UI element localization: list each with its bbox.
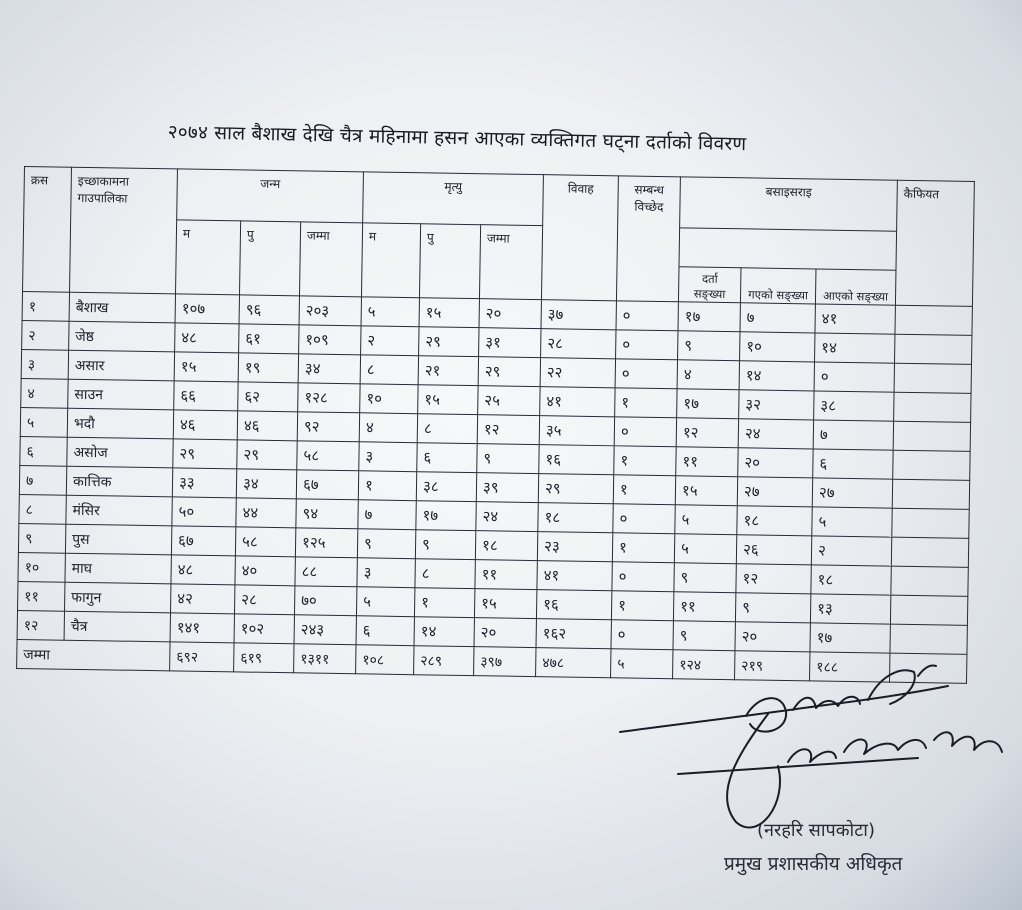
cell-b-f: १०७	[175, 294, 239, 324]
cell-b-f: १५	[174, 352, 238, 382]
row-month: फागुन	[65, 582, 171, 613]
cell-b-f: ४२	[170, 584, 234, 614]
row-month: चैत्र	[64, 611, 170, 642]
cell-divorce: ०	[613, 504, 675, 534]
row-serial: ५	[20, 407, 67, 437]
cell-marriage: २८	[541, 329, 616, 359]
cell-reg: ९	[673, 621, 735, 651]
header-death-female: म	[361, 223, 420, 298]
cell-reg: ९	[678, 331, 740, 361]
cell-d-m: ८	[417, 414, 477, 444]
cell-in: २	[811, 536, 891, 566]
header-migration: बसाइसराइ	[680, 177, 898, 231]
total-birth-male: ६१९	[234, 643, 294, 673]
row-serial: ९	[18, 523, 65, 553]
cell-remarks	[894, 363, 971, 393]
total-registered: १२४	[673, 650, 735, 680]
cell-b-f: ३३	[172, 468, 236, 498]
row-month: असार	[68, 350, 174, 381]
cell-b-m: ४०	[235, 556, 295, 586]
cell-out: १२	[736, 564, 811, 594]
cell-divorce: ०	[614, 417, 676, 447]
cell-marriage: ३५	[539, 416, 614, 446]
cell-divorce: १	[615, 388, 677, 418]
cell-d-t: २०	[474, 618, 536, 648]
registration-table-wrapper	[16, 166, 975, 684]
cell-b-t: २४३	[294, 615, 356, 645]
header-in-count: आएको सङ्ख्या	[815, 269, 896, 305]
cell-b-m: १९	[238, 353, 298, 383]
cell-d-f: ८	[360, 355, 418, 385]
cell-remarks	[892, 479, 969, 509]
cell-d-f: ९	[357, 529, 415, 559]
cell-d-f: ५	[356, 587, 414, 617]
cell-out: ७	[740, 303, 815, 333]
cell-d-t: २५	[478, 386, 540, 416]
cell-reg: ११	[673, 592, 735, 622]
cell-d-t: १२	[477, 415, 539, 445]
cell-in: १३	[810, 594, 890, 624]
row-month: बैशाख	[69, 292, 175, 323]
signatory-name: (नरहरि सापकोटा)	[757, 820, 875, 841]
registration-table	[16, 166, 975, 684]
cell-b-f: ६६	[174, 381, 238, 411]
total-label: जम्मा	[17, 639, 170, 670]
row-serial: २	[22, 320, 69, 350]
cell-d-t: ११	[475, 560, 537, 590]
cell-d-m: ६	[417, 443, 477, 473]
cell-out: १०	[740, 332, 815, 362]
cell-divorce: ०	[611, 620, 673, 650]
cell-d-f: ३	[359, 442, 417, 472]
cell-b-t: ७०	[294, 586, 356, 616]
row-month: पुस	[65, 524, 171, 555]
cell-b-f: १४१	[170, 613, 234, 643]
cell-remarks	[894, 392, 971, 422]
cell-marriage: १६२	[536, 619, 611, 649]
cell-in: १४	[815, 333, 895, 363]
cell-out: २०	[738, 448, 813, 478]
cell-b-t: ८८	[295, 557, 357, 587]
total-out: २१९	[735, 651, 810, 681]
header-death-total: जम्मा	[479, 225, 542, 300]
header-birth-female: म	[176, 220, 241, 295]
cell-in: ०	[814, 362, 894, 392]
cell-d-f: ५	[361, 297, 419, 327]
cell-out: २७	[737, 477, 812, 507]
cell-marriage: ३७	[541, 300, 616, 330]
row-serial: ६	[20, 436, 67, 466]
cell-in: ७	[813, 420, 893, 450]
cell-b-t: ५८	[297, 441, 359, 471]
cell-divorce: १	[612, 533, 674, 563]
cell-divorce: ०	[615, 359, 677, 389]
header-birth-male: पु	[240, 221, 301, 296]
header-name: इच्छाकामना गाउपालिका	[70, 167, 178, 294]
row-serial: १०	[18, 552, 65, 582]
cell-d-m: १५	[419, 298, 479, 328]
cell-in: १७	[810, 623, 890, 653]
cell-divorce: ०	[612, 562, 674, 592]
row-serial: ११	[18, 581, 65, 611]
cell-reg: ११	[676, 447, 738, 477]
cell-d-t: ३९	[476, 473, 538, 503]
cell-out: १४	[739, 361, 814, 391]
cell-b-m: २८	[234, 585, 294, 615]
table-body	[17, 291, 972, 654]
cell-b-m: १०२	[234, 614, 294, 644]
document-title: २०७४ साल बैशाख देखि चैत्र महिनामा हसन आएका व्यक्तिगत घट्ना दर्ताको विवरण	[167, 120, 747, 156]
cell-in: ५	[812, 507, 892, 537]
header-migration-spacer	[679, 228, 897, 270]
cell-remarks	[895, 334, 972, 364]
cell-d-m: ३८	[416, 472, 476, 502]
cell-marriage: ४१	[537, 561, 612, 591]
cell-remarks	[890, 595, 967, 625]
cell-d-m: १	[414, 588, 474, 618]
header-divorce: सम्बन्ध विच्छेद	[616, 176, 680, 302]
cell-b-t: ९२	[297, 412, 359, 442]
row-month: असोज	[67, 437, 173, 468]
cell-in: ६	[813, 449, 893, 479]
cell-d-f: २	[361, 326, 419, 356]
cell-reg: १२	[676, 418, 738, 448]
cell-remarks	[893, 450, 970, 480]
cell-out: ९	[735, 593, 810, 623]
header-death: मृत्यु	[363, 172, 544, 226]
cell-b-f: ५०	[172, 497, 236, 527]
cell-d-m: ९	[415, 530, 475, 560]
cell-in: २७	[812, 478, 892, 508]
cell-b-m: ५८	[235, 527, 295, 557]
cell-d-f: १	[358, 471, 416, 501]
header-registered-count: दर्ता सङ्ख्या	[678, 267, 741, 303]
header-birth: जन्म	[177, 169, 364, 223]
cell-d-t: २४	[476, 502, 538, 532]
cell-d-f: ३	[357, 558, 415, 588]
header-birth-total: जम्मा	[299, 222, 362, 297]
signatory-post: प्रमुख प्रशासकीय अधिकृत	[724, 853, 903, 875]
cell-in: ४१	[815, 304, 895, 334]
cell-d-f: १०	[360, 384, 418, 414]
header-sn: क्रस	[23, 167, 72, 293]
cell-divorce: ०	[616, 330, 678, 360]
cell-reg: ४	[677, 360, 739, 390]
cell-divorce: १	[611, 591, 673, 621]
row-month: जेष्ठ	[69, 321, 175, 352]
row-serial: ४	[21, 378, 68, 408]
cell-b-m: ६२	[238, 382, 298, 412]
cell-d-m: २९	[419, 327, 479, 357]
row-serial: १	[22, 291, 69, 321]
cell-marriage: २२	[540, 358, 615, 388]
cell-d-t: १५	[474, 589, 536, 619]
cell-divorce: १	[614, 446, 676, 476]
total-death-male: २८९	[414, 646, 474, 676]
cell-b-t: १२५	[295, 528, 357, 558]
cell-d-f: ७	[358, 500, 416, 530]
header-death-male: पु	[419, 224, 480, 299]
cell-marriage: १६	[539, 445, 614, 475]
cell-b-m: ४६	[237, 411, 297, 441]
total-marriage: ४७८	[536, 648, 611, 678]
cell-remarks	[890, 624, 967, 654]
cell-out: २४	[738, 419, 813, 449]
cell-remarks	[895, 305, 972, 335]
cell-in: १८	[811, 565, 891, 595]
cell-d-m: १५	[418, 385, 478, 415]
cell-divorce: ०	[616, 301, 678, 331]
cell-marriage: १६	[536, 590, 611, 620]
total-death-female: १०८	[356, 645, 414, 675]
cell-out: २६	[736, 535, 811, 565]
cell-b-m: ३४	[236, 469, 296, 499]
cell-remarks	[893, 421, 970, 451]
cell-reg: १५	[675, 476, 737, 506]
cell-d-t: १८	[475, 531, 537, 561]
cell-reg: १७	[677, 389, 739, 419]
cell-b-f: २९	[173, 439, 237, 469]
header-remarks: कैफियत	[895, 180, 974, 306]
total-birth-female: ६९२	[170, 642, 234, 672]
row-serial: १२	[17, 610, 64, 640]
cell-b-m: ६१	[239, 324, 299, 354]
total-birth-total: १३११	[294, 644, 356, 674]
cell-in: ३८	[814, 391, 894, 421]
total-divorce: ५	[611, 649, 673, 679]
cell-d-f: ६	[356, 616, 414, 646]
cell-remarks	[891, 566, 968, 596]
cell-b-f: ६७	[171, 526, 235, 556]
cell-d-t: २९	[478, 357, 540, 387]
cell-marriage: २९	[538, 474, 613, 504]
cell-b-t: २०३	[299, 296, 361, 326]
cell-remarks	[891, 537, 968, 567]
cell-marriage: ४१	[540, 387, 615, 417]
total-death-total: ३९७	[474, 647, 536, 677]
row-serial: ८	[19, 494, 66, 524]
header-out-count: गएको सङ्ख्या	[740, 268, 816, 304]
cell-d-m: ८	[415, 559, 475, 589]
cell-remarks	[892, 508, 969, 538]
cell-out: १८	[737, 506, 812, 536]
cell-divorce: १	[613, 475, 675, 505]
cell-b-t: ३४	[298, 354, 360, 384]
cell-marriage: १८	[538, 503, 613, 533]
cell-reg: ५	[675, 505, 737, 535]
row-month: भदौ	[67, 408, 173, 439]
row-month: कात्तिक	[66, 466, 172, 497]
cell-d-f: ४	[359, 413, 417, 443]
cell-b-f: ४८	[171, 555, 235, 585]
cell-b-f: ४६	[173, 410, 237, 440]
cell-out: ३२	[739, 390, 814, 420]
handwritten-signature	[618, 654, 1018, 844]
row-serial: ३	[21, 349, 68, 379]
cell-d-m: १७	[416, 501, 476, 531]
total-in: १८८	[810, 652, 890, 682]
cell-reg: ५	[674, 534, 736, 564]
cell-d-t: ९	[477, 444, 539, 474]
cell-marriage: २३	[537, 532, 612, 562]
cell-b-f: ४८	[175, 323, 239, 353]
row-month: माघ	[65, 553, 171, 584]
cell-b-t: १२८	[298, 383, 360, 413]
cell-b-t: १०९	[299, 325, 361, 355]
cell-reg: ९	[674, 563, 736, 593]
cell-reg: १७	[678, 302, 740, 332]
row-serial: ७	[19, 465, 66, 495]
cell-b-m: ९६	[239, 295, 299, 325]
cell-out: २०	[735, 622, 810, 652]
cell-d-t: ३१	[479, 328, 541, 358]
cell-d-m: २१	[418, 356, 478, 386]
row-month: मंसिर	[66, 495, 172, 526]
row-month: साउन	[68, 379, 174, 410]
cell-d-t: २०	[479, 299, 541, 329]
cell-d-m: १४	[414, 617, 474, 647]
header-marriage: विवाह	[541, 175, 618, 301]
cell-b-t: ६७	[296, 470, 358, 500]
cell-b-m: २९	[237, 440, 297, 470]
cell-b-m: ४४	[236, 498, 296, 528]
cell-b-t: ९४	[296, 499, 358, 529]
